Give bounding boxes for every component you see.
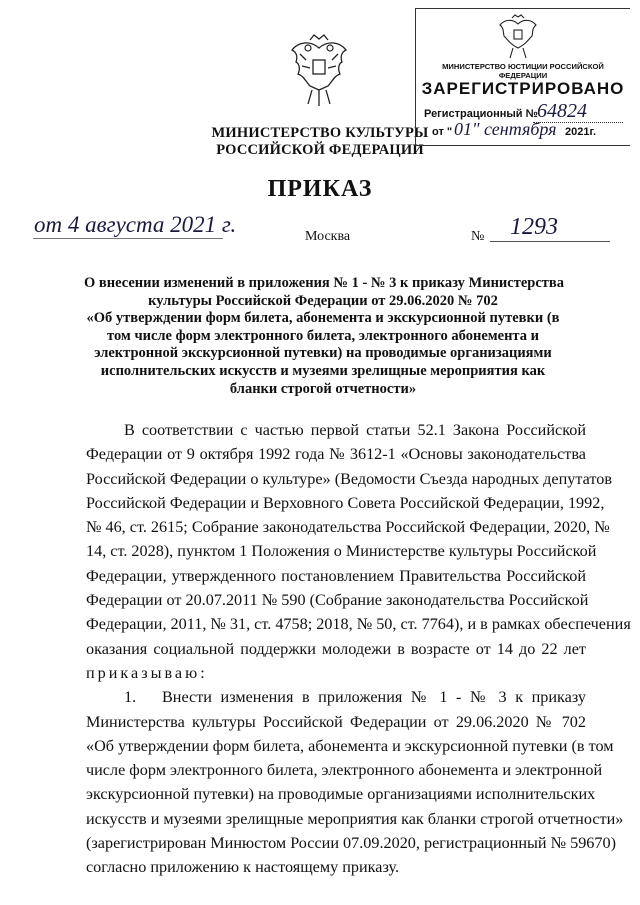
subject-line: электронной экскурсионной путевки) на проводимые организациями bbox=[94, 345, 552, 362]
body-line: Российской Федерации и Верховного Совета Российской Федерации, 1992, bbox=[86, 493, 605, 512]
stamp-regnum-value: 64824 bbox=[537, 100, 587, 122]
subject-line: О внесении изменений в приложения № 1 - № 3 к приказу Министерства bbox=[84, 275, 564, 291]
item-1-number: 1. bbox=[124, 688, 137, 707]
stamp-date-year: 2021г. bbox=[565, 126, 597, 138]
order-title: ПРИКАЗ bbox=[267, 176, 373, 202]
body-line: искусств и музеями зрелищные мероприятия как бланки строгой отчетности» bbox=[86, 809, 624, 828]
body-line: Российской Федерации о культуре» (Ведомости Съезда народных депутатов bbox=[86, 469, 612, 488]
body-line: числе форм электронного билета, электронного абонемента и электронной bbox=[86, 761, 603, 780]
body-line: № 46, ст. 2615; Собрание законодательства Российской Федерации, 2020, № bbox=[86, 518, 610, 537]
body-line: экскурсионной путевки) на проводимые организациями исполнительских bbox=[86, 785, 596, 804]
body-line: 14, ст. 2028), пунктом 1 Положения о Министерстве культуры Российской bbox=[86, 542, 597, 561]
stamp-date-value: 01" сентября bbox=[454, 119, 557, 139]
order-number-value: 1293 bbox=[510, 214, 558, 240]
stamp-registered: ЗАРЕГИСТРИРОВАНО bbox=[421, 79, 625, 98]
order-body bbox=[86, 418, 631, 880]
stamp-emblem-icon bbox=[498, 14, 538, 60]
body-line: Министерства культуры Российской Федерации от 29.06.2020 № 702 bbox=[86, 712, 586, 731]
ministry-line-1: МИНИСТЕРСТВО КУЛЬТУРЫ bbox=[211, 125, 429, 141]
body-line: В соответствии с частью первой статьи 52.1 Закона Российской bbox=[124, 421, 586, 439]
subject-line: «Об утверждении форм билета, абонемента и экскурсионной путевки (в bbox=[86, 310, 560, 327]
stamp-date-label: от " bbox=[432, 126, 453, 138]
stamp-ministry: МИНИСТЕРСТВО ЮСТИЦИИ РОССИЙСКОЙ ФЕДЕРАЦИИ bbox=[442, 62, 604, 80]
item-1-first-line bbox=[86, 685, 586, 709]
order-date: от 4 августа 2021 г. bbox=[34, 212, 237, 237]
body-line: (зарегистрирован Минюстом России 07.09.2020, регистрационный № 59670) bbox=[86, 834, 616, 853]
order-subject bbox=[84, 275, 562, 398]
ministry-line-2: РОССИЙСКОЙ ФЕДЕРАЦИИ bbox=[216, 142, 424, 158]
body-line: оказания социальной поддержки молодежи в возрасте от 14 до 22 лет bbox=[86, 639, 586, 658]
order-number-line bbox=[490, 241, 610, 242]
body-line: Федерации, 2011, № 31, ст. 4758; 2018, № 50, ст. 7764), и в рамках обеспечения bbox=[86, 615, 631, 634]
stamp-regnum-label: Регистрационный № bbox=[424, 108, 538, 120]
body-line: согласно приложению к настоящему приказу. bbox=[86, 858, 400, 877]
subject-line: культуры Российской Федерации от 29.06.2020 № 702 bbox=[148, 292, 498, 309]
body-line: Федерации, утвержденного постановлением Правительства Российской bbox=[86, 566, 586, 585]
body-line: Федерации от 20.07.2011 № 590 (Собрание законодательства Российской bbox=[86, 591, 589, 610]
body-line: «Об утверждении форм билета, абонемента и экскурсионной путевки (в том bbox=[86, 736, 614, 755]
subject-line: бланки строгой отчетности» bbox=[229, 380, 417, 397]
body-line: Внести изменения в приложения № 1 - № 3 к приказу bbox=[162, 688, 586, 707]
subject-line: том числе форм электронного билета, электронного абонемента и bbox=[107, 327, 539, 344]
order-city: Москва bbox=[305, 229, 351, 244]
body-line: Федерации от 9 октября 1992 года № 3612-1 «Основы законодательства bbox=[86, 445, 586, 464]
decree-word: приказываю: bbox=[86, 663, 208, 682]
order-number-label: № bbox=[471, 229, 485, 244]
order-date-line bbox=[33, 238, 223, 239]
subject-line: исполнительских искусств и музеями зрелищные мероприятия как bbox=[100, 362, 546, 379]
ministry-name bbox=[200, 125, 440, 159]
coat-of-arms-icon bbox=[288, 34, 350, 110]
